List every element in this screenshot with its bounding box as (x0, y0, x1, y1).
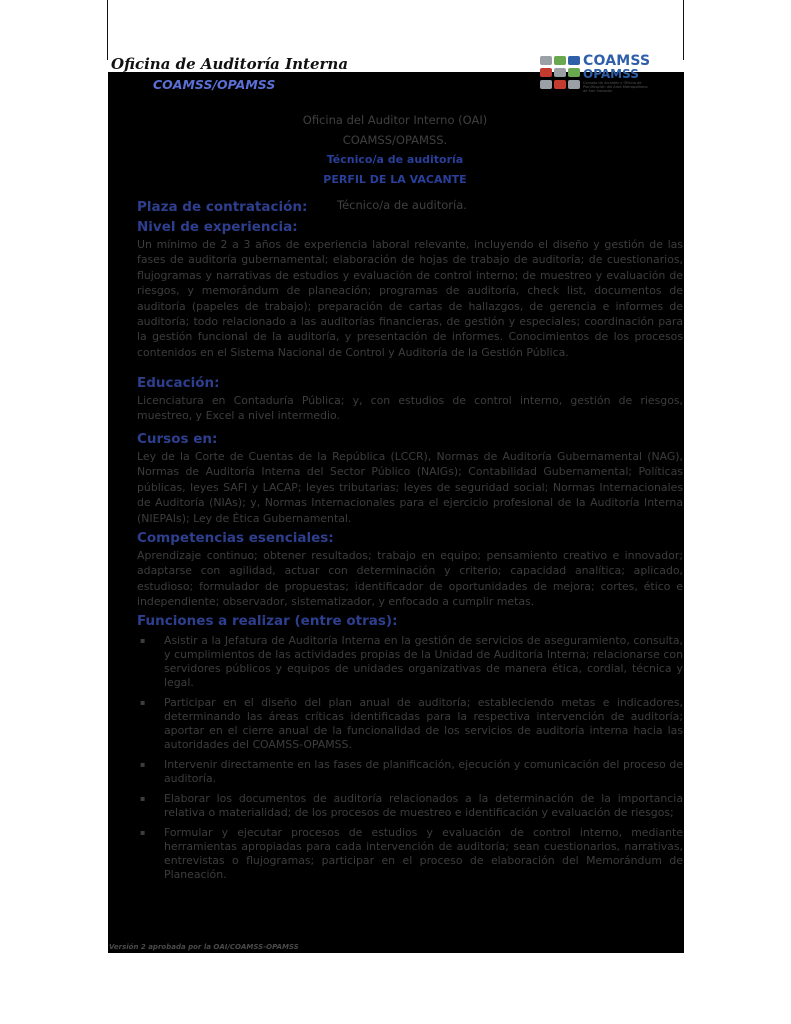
competencias-text: Aprendizaje continuo; obtener resultados; trabajo en equipo; pensamiento creativo e innovador; adaptarse con agilidad, actuar con determinación y criterio; capacidad analítica; aplicado, estudioso; formulador de propuestas; identificador de oportunidades de mejora; cortes, ético e independiente; observador, sistematizador, y enfocado a cumplir metas. (137, 549, 683, 609)
funciones-list (137, 634, 683, 882)
experiencia-text: Un mínimo de 2 a 3 años de experiencia laboral relevante, incluyendo el diseño y gestión de las fases de auditoría gubernamental; elaboración de hojas de trabajo de auditoría; de cuestionarios, flujogramas y narrativas de estudios y evaluación de control interno; de muestreo y evaluación de riesgos, y memorándum de planeación; programas de auditoría, check list, documentos de auditoría (papeles de trabajo); preparación de cartas de hallazgos, de gerencia e informes de auditoría; todo relacionado a las auditorías financieras, de gestión y especiales; coordinación para la gestión funcional de la auditoría, y presentación de informes. Conocimientos de los procesos contenidos en el Sistema Nacional de Control y Auditoría de la Gestión Pública. (137, 238, 683, 359)
list-item: ▪ Asistir a la Jefatura de Auditoría Interna en la gestión de servicios de aseguramiento, consulta, y cumplimientos de las actividades propias de la Unidad de Auditoría Interna; relacionarse con servidores públicos y equipos de unidades organizativas de manera ética, cordial, técnica y legal. (140, 634, 683, 689)
header-subtitle: COAMSS/OPAMSS (153, 77, 276, 92)
section-competencias (137, 529, 683, 610)
cursos-text: Ley de la Corte de Cuentas de la República (LCCR), Normas de Auditoría Gubernamental (NAG), Normas de Auditoría Interna del Sector Público (NAIGs); Contabilidad Gubernamental; Políticas públicas, leyes SAFI y LACAP; leyes tributarias; leyes de seguridad social; Normas Internacionales de Auditoría (NIAs); y, Normas Internacionales para el ejercicio profesional de la Auditoría Interna (NIEPAIs); Ley de Ética Gubernamental. (137, 450, 683, 525)
list-item: ▪ Participar en el diseño del plan anual de auditoría; estableciendo metas e indicadores, determinando las áreas críticas identificadas para la respectiva intervención de auditoría; aportar en el cierre anual de la funcionalidad de los servicios de auditoría interna hacia las autoridades del COAMSS-OPAMSS. (140, 696, 683, 751)
page-edge-right (683, 0, 684, 60)
position-title: Técnico/a de auditoría (326, 153, 464, 166)
list-item: ▪ Intervenir directamente en las fases de planificación, ejecución y comunicación del proceso de auditoría. (140, 758, 683, 785)
page-edge-left (107, 0, 108, 60)
office-name: Oficina del Auditor Interno (OAI) (302, 113, 488, 127)
cursos-heading: Cursos en: (137, 431, 218, 447)
bullet-icon: ▪ (140, 828, 146, 837)
footer-version-note: Versión 2 aprobada por la OAI/COAMSS-OPAMSS (109, 943, 299, 951)
experiencia-heading: Nivel de experiencia: (137, 219, 298, 235)
section-funciones (137, 612, 683, 888)
bullet-icon: ▪ (140, 636, 146, 645)
plaza-value: Técnico/a de auditoría. (337, 198, 467, 212)
logo-name-opamss: OPAMSS (583, 67, 639, 81)
section-educacion (137, 374, 683, 424)
list-item: ▪ Formular y ejecutar procesos de estudios y evaluación de control interno, mediante herramientas apropiadas para cada intervención de auditoría; sean cuestionarios, narrativas, entrevistas o flujogramas; participar en el proceso de elaboración del Memorándum de Planeación. (140, 826, 683, 881)
logo-mark-icon (540, 56, 580, 90)
organization-name: COAMSS/OPAMSS. (342, 133, 448, 147)
competencias-heading: Competencias esenciales: (137, 530, 334, 546)
header-title: Oficina de Auditoría Interna (111, 55, 349, 73)
plaza-row (137, 196, 467, 215)
document-heading-block (137, 110, 683, 190)
funciones-heading: Funciones a realizar (entre otras): (137, 613, 398, 629)
bullet-icon: ▪ (140, 698, 146, 707)
list-item: ▪ Elaborar los documentos de auditoría relacionados a la determinación de la importancia relativa o materialidad; de los procesos de muestreo e identificación y evaluación de riesgos; (140, 792, 683, 819)
logo-name-coamss: COAMSS (583, 53, 651, 69)
logo-tagline: Consejo de Alcaldes y Oficina de Planificación del Área Metropolitana de San Salvador (583, 81, 648, 93)
profile-heading: PERFIL DE LA VACANTE (323, 173, 467, 186)
bullet-icon: ▪ (140, 760, 146, 769)
coamss-opamss-logo (540, 55, 660, 91)
bullet-icon: ▪ (140, 794, 146, 803)
section-cursos (137, 430, 683, 526)
educacion-heading: Educación: (137, 375, 220, 391)
plaza-label: Plaza de contratación: (137, 199, 308, 215)
educacion-text: Licenciatura en Contaduría Pública; y, con estudios de control interno, gestión de riesgos, muestreo, y Excel a nivel intermedio. (137, 394, 683, 423)
section-experiencia (137, 218, 683, 360)
